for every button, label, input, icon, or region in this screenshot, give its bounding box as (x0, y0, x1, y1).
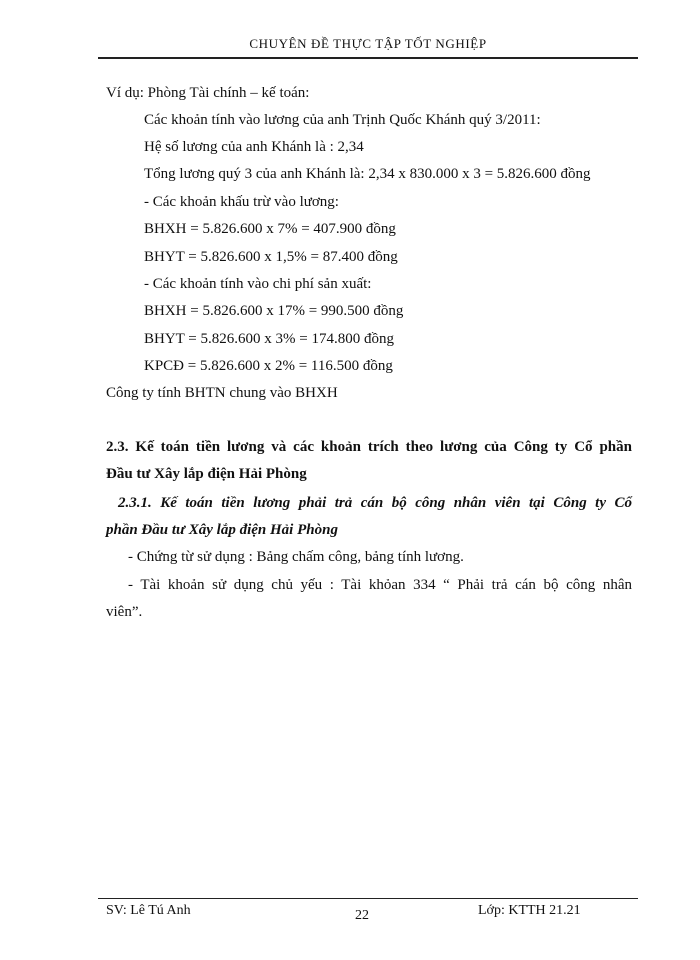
bullet-documents: - Chứng từ sử dụng : Bảng chấm công, bảng tính lương. (128, 549, 464, 565)
subsection-heading-cont: phần Đầu tư Xây lắp điện Hải Phòng (106, 522, 338, 538)
item-line: BHXH = 5.826.600 x 7% = 407.900 đồng (144, 221, 396, 237)
bullet-accounts: - Tài khoản sử dụng chủ yếu : Tài khỏan 334 “ Phải trả cán bộ công nhân (128, 577, 632, 593)
section-heading: 2.3. Kế toán tiền lương và các khoản trích theo lương của Công ty Cổ phần (106, 439, 632, 455)
page-number: 22 (355, 908, 369, 923)
bullet-accounts-cont: viên”. (106, 604, 143, 620)
section-heading-cont: Đầu tư Xây lắp điện Hải Phòng (106, 466, 307, 482)
item-line: - Các khoản tính vào chi phí sản xuất: (144, 276, 372, 292)
item-line: BHYT = 5.826.600 x 3% = 174.800 đồng (144, 331, 394, 347)
item-line: - Các khoản khấu trừ vào lương: (144, 194, 339, 210)
note-line: Công ty tính BHTN chung vào BHXH (106, 385, 338, 401)
header-rule (98, 57, 638, 59)
item-line: KPCĐ = 5.826.600 x 2% = 116.500 đồng (144, 358, 393, 374)
footer-class: Lớp: KTTH 21.21 (478, 903, 581, 918)
footer-rule (98, 898, 638, 899)
item-line: Hệ số lương của anh Khánh là : 2,34 (144, 139, 364, 155)
example-intro: Ví dụ: Phòng Tài chính – kế toán: (106, 85, 310, 101)
item-line: BHXH = 5.826.600 x 17% = 990.500 đồng (144, 303, 404, 319)
item-line: BHYT = 5.826.600 x 1,5% = 87.400 đồng (144, 249, 398, 265)
item-line: Các khoản tính vào lương của anh Trịnh Quốc Khánh quý 3/2011: (144, 112, 541, 128)
subsection-heading: 2.3.1. Kế toán tiền lương phải trả cán bộ công nhân viên tại Công ty Cổ (118, 495, 632, 511)
footer-student: SV: Lê Tú Anh (106, 903, 191, 918)
item-line: Tổng lương quý 3 của anh Khánh là: 2,34 x 830.000 x 3 = 5.826.600 đồng (144, 166, 591, 182)
page-header-title: CHUYÊN ĐỀ THỰC TẬP TỐT NGHIỆP (249, 36, 487, 51)
